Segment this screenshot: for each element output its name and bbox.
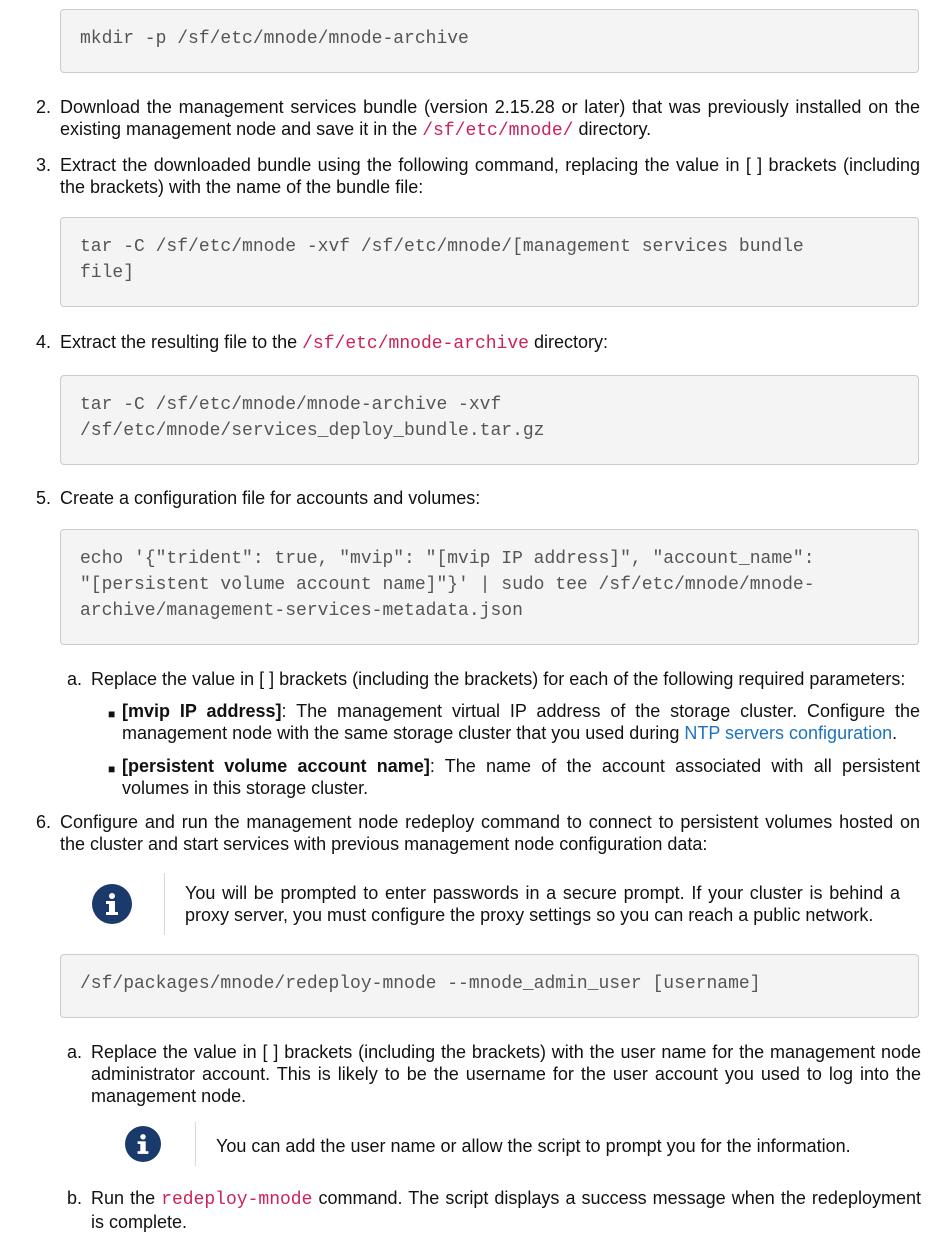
code-block-extract-archive: tar -C /sf/etc/mnode/mnode-archive -xvf /sf/etc/mnode/services_deploy_bundle.tar.gz	[60, 375, 919, 465]
inline-code: redeploy-mnode	[161, 1190, 313, 1210]
param-term: [persistent volume account name]	[122, 756, 430, 776]
step-3-text: Extract the downloaded bundle using the following command, replacing the value in [ ] brackets (including the brackets) with the name of the bundle file:	[60, 155, 920, 197]
sub-step-letter: a.	[67, 1042, 83, 1062]
step-number: 4.	[36, 332, 52, 352]
inline-code: /sf/etc/mnode/	[422, 121, 574, 141]
step-6-text: Configure and run the management node redeploy command to connect to persistent volumes hosted on the cluster and start services with previous management node configuration data:	[60, 812, 920, 854]
info-icon	[92, 884, 132, 924]
bullet-icon: ■	[108, 707, 116, 721]
step-number: 2.	[36, 97, 52, 117]
inline-code: /sf/etc/mnode-archive	[302, 334, 529, 354]
code-block-mkdir	[60, 9, 919, 73]
sub-step-letter: a.	[67, 669, 83, 689]
bullet-icon: ■	[108, 762, 116, 776]
step-number: 3.	[36, 155, 52, 175]
step-number: 5.	[36, 488, 52, 508]
code-line: mkdir -p /sf/etc/mnode/mnode-archive	[80, 29, 469, 49]
step-5-text: Create a configuration file for accounts and volumes:	[60, 488, 481, 508]
bullet-mvip: [mvip IP address]: The management virtual IP address of the storage cluster. Configure the management node with the same storage cluster that you used during NTP servers configuration.	[122, 701, 920, 743]
note-divider	[195, 1122, 196, 1166]
info-icon	[125, 1126, 161, 1162]
note-text: You will be prompted to enter passwords in a secure prompt. If your cluster is behind a proxy server, you must configure the proxy settings so you can reach a public network.	[185, 883, 900, 925]
step-5a-text: Replace the value in [ ] brackets (including the brackets) for each of the following required parameters:	[91, 669, 906, 689]
sub-step-letter: b.	[67, 1188, 83, 1208]
param-term: [mvip IP address]	[122, 701, 282, 721]
step-6a-text: Replace the value in [ ] brackets (including the brackets) with the user name for the management node administrator account. This is likely to be the username for the user account you used to log into the management node.	[91, 1042, 921, 1106]
step-4-text: Extract the resulting file to the /sf/etc/mnode-archive directory:	[60, 332, 608, 354]
bullet-persistent-volume: [persistent volume account name]: The name of the account associated with all persistent volumes in this storage cluster.	[122, 756, 920, 798]
note-divider	[164, 873, 165, 935]
step-number: 6.	[36, 812, 52, 832]
step-2-text: Download the management services bundle (version 2.15.28 or later) that was previously installed on the existing management node and save it in the /sf/etc/mnode/ directory.	[60, 97, 920, 141]
step-6b-text: Run the redeploy-mnode command. The script displays a success message when the redeployment is complete.	[91, 1188, 921, 1232]
code-block-redeploy: /sf/packages/mnode/redeploy-mnode --mnode_admin_user [username]	[60, 954, 919, 1018]
ntp-servers-link[interactable]: NTP servers configuration	[684, 723, 893, 743]
code-block-echo-config: echo '{"trident": true, "mvip": "[mvip IP address]", "account_name": "[persistent volume account name]"}' | sudo tee /sf/etc/mnode/mnode- archive/management-services-metadata.json	[60, 529, 919, 645]
note-text: You can add the user name or allow the script to prompt you for the information.	[216, 1136, 851, 1156]
code-block-extract-bundle: tar -C /sf/etc/mnode -xvf /sf/etc/mnode/[management services bundle file]	[60, 217, 919, 307]
